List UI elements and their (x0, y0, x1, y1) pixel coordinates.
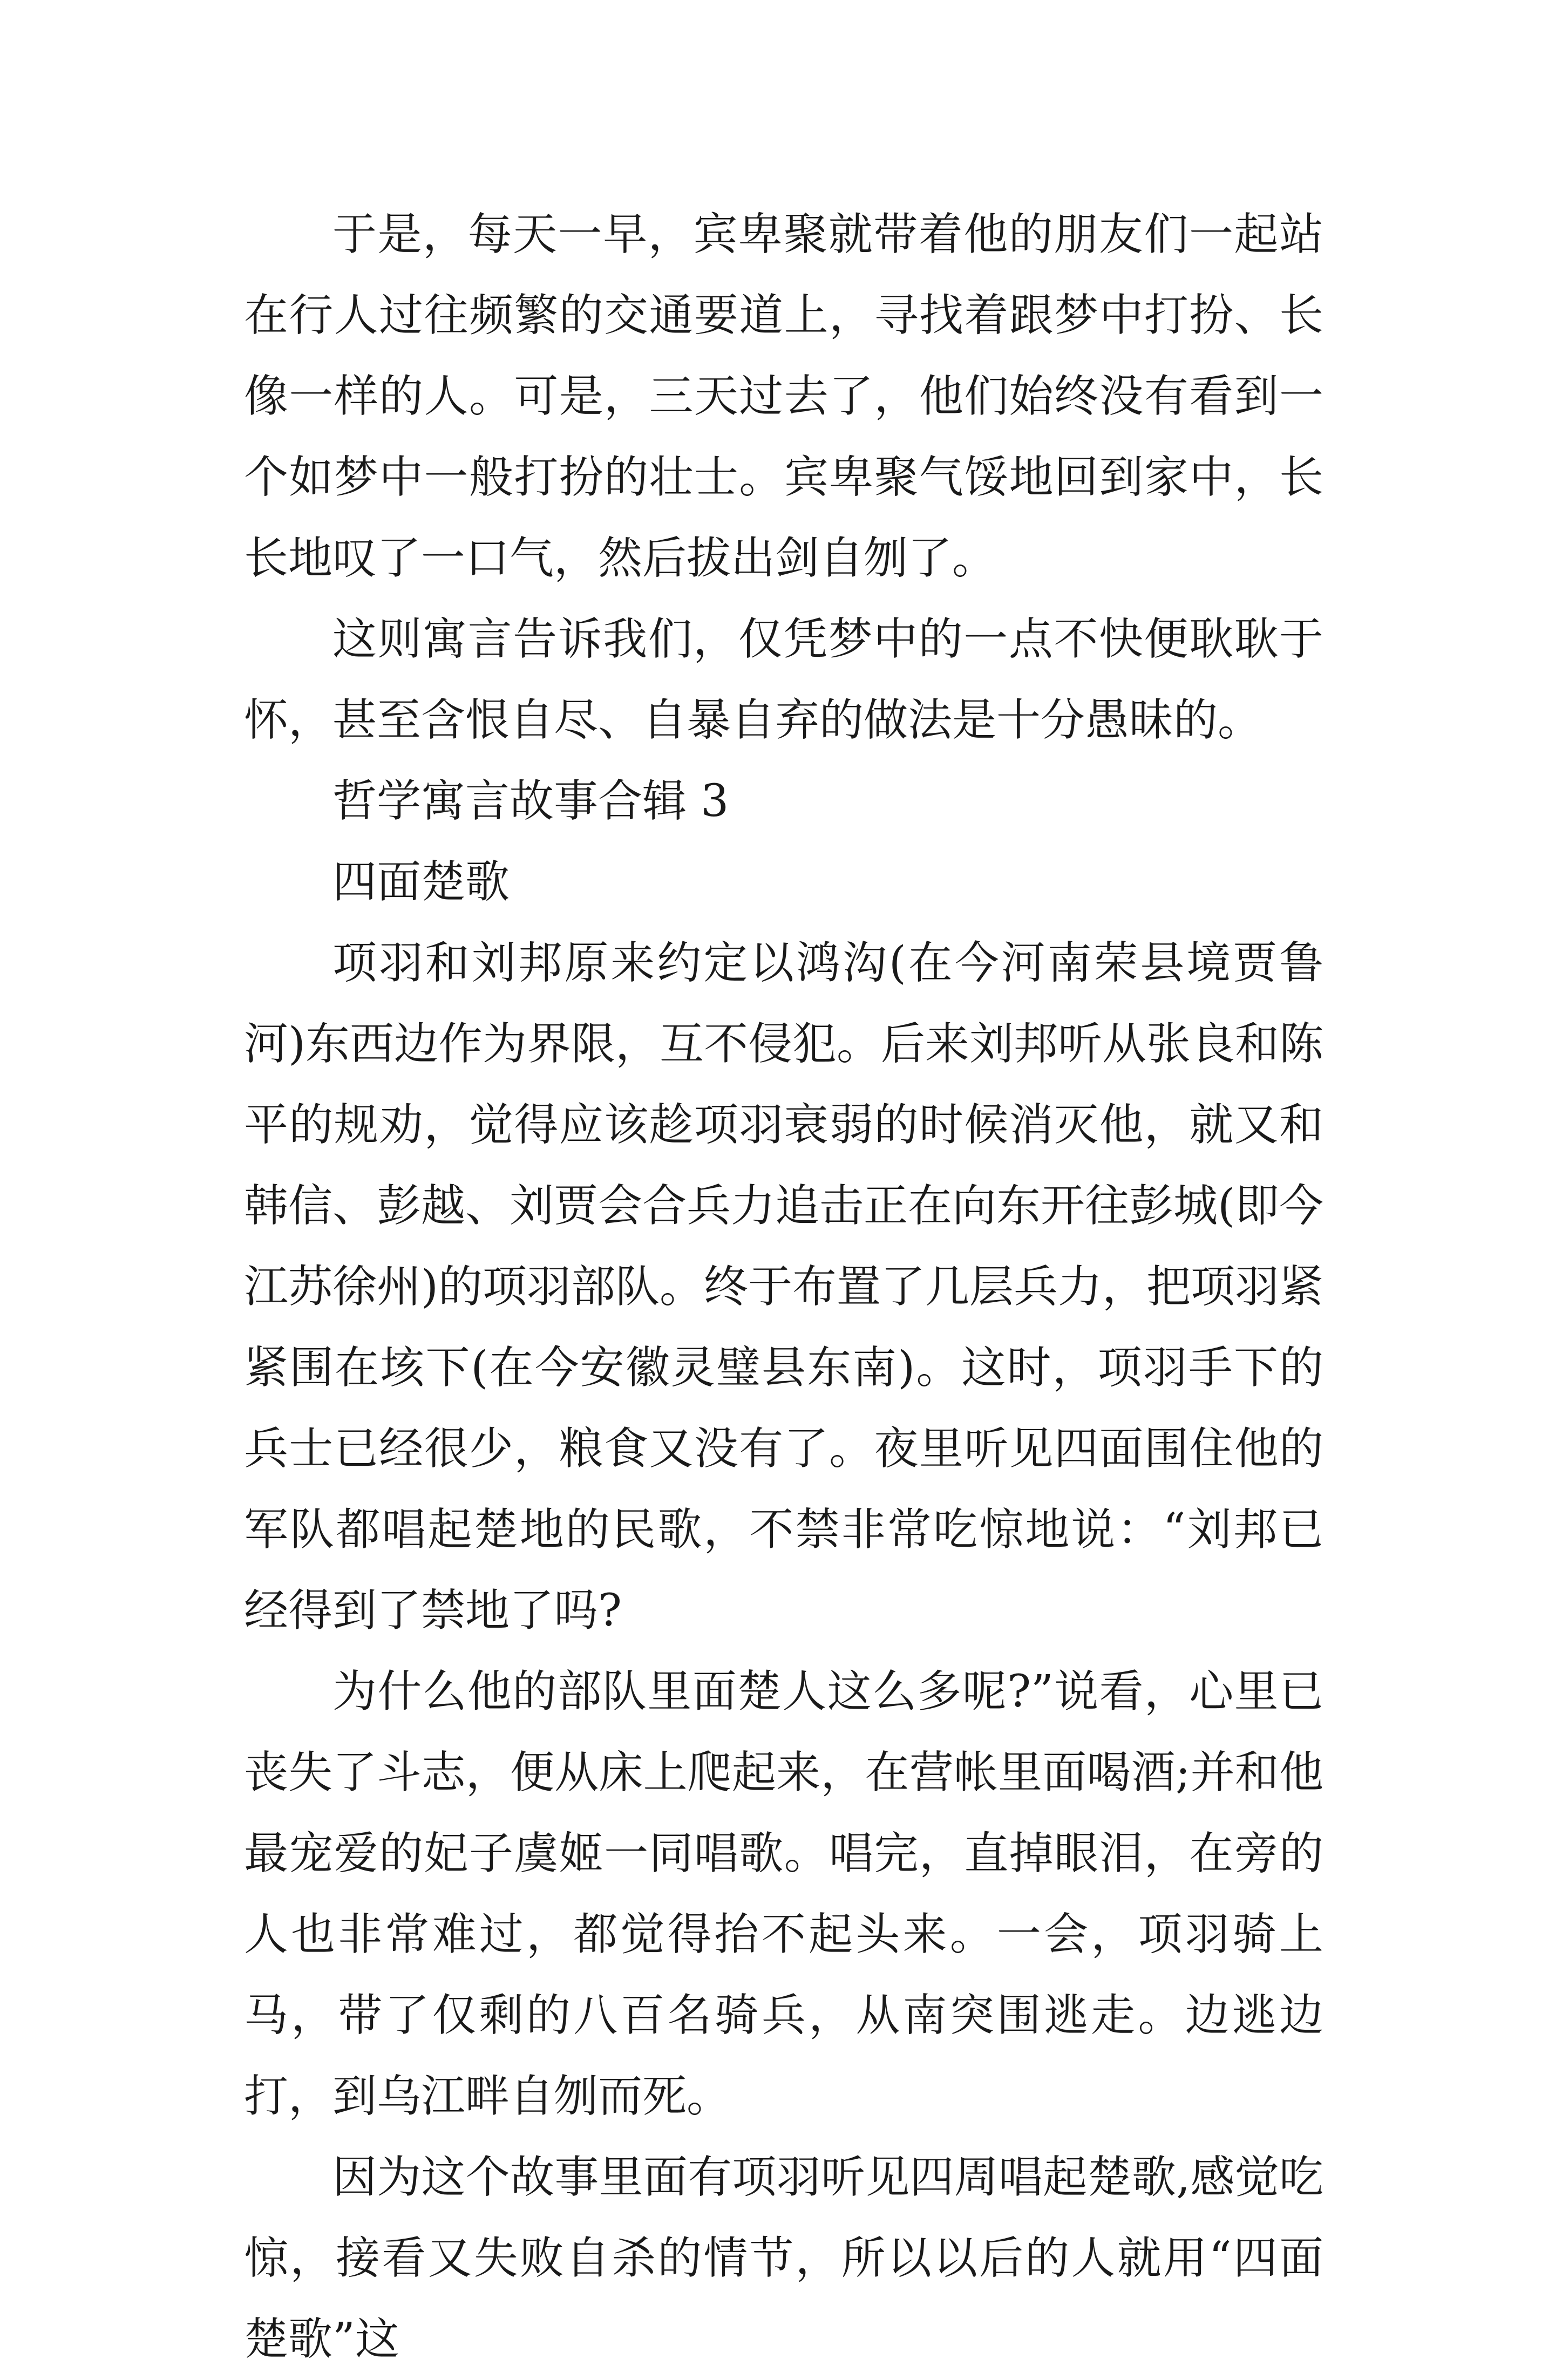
paragraph-story-part-3: 因为这个故事里面有项羽听见四周唱起楚歌,感觉吃惊，接看又失败自杀的情节，所以以后的人就用“四面楚歌”这 (244, 2152, 1323, 2365)
paragraph-story-part-1: 项羽和刘邦原来约定以鸿沟(在今河南荣县境贾鲁河)东西边作为界限，互不侵犯。后来刘邦听从张良和陈平的规劝，觉得应该趁项羽衰弱的时候消灭他，就又和韩信、彭越、刘贾会合兵力追击正在向东开往彭城(即今江苏徐州)的项羽部队。终于布置了几层兵力，把项羽紧紧围在垓下(在今安徽灵璧县东南)。这时，项羽手下的兵士已经很少，粮食又没有了。夜里听见四面围住他的军队都唱起楚地的民歌，不禁非常吃惊地说：“刘邦已经得到了禁地了吗? (244, 937, 1323, 1636)
document-body (244, 194, 1323, 2380)
paragraph-story-ending: 于是，每天一早，宾卑聚就带着他的朋友们一起站在行人过往频繁的交通要道上，寻找着跟梦中打扮、长像一样的人。可是，三天过去了，他们始终没有看到一个如梦中一般打扮的壮士。宾卑聚气馁地回到家中，长长地叹了一口气，然后拔出剑自刎了。 (244, 209, 1323, 584)
paragraph-moral: 这则寓言告诉我们，仅凭梦中的一点不快便耿耿于怀，甚至含恨自尽、自暴自弃的做法是十分愚昧的。 (244, 614, 1323, 746)
paragraph-story-part-2: 为什么他的部队里面楚人这么多呢?”说看，心里已丧失了斗志，便从床上爬起来，在营帐里面喝酒;并和他最宠爱的妃子虞姬一同唱歌。唱完，直掉眼泪，在旁的人也非常难过，都觉得抬不起头来。一会，项羽骑上马，带了仅剩的八百名骑兵，从南突围逃走。边逃边打，到乌江畔自刎而死。 (244, 1666, 1323, 2122)
section-heading: 哲学寓言故事合辑 3 (332, 776, 729, 827)
story-title: 四面楚歌 (332, 856, 510, 908)
